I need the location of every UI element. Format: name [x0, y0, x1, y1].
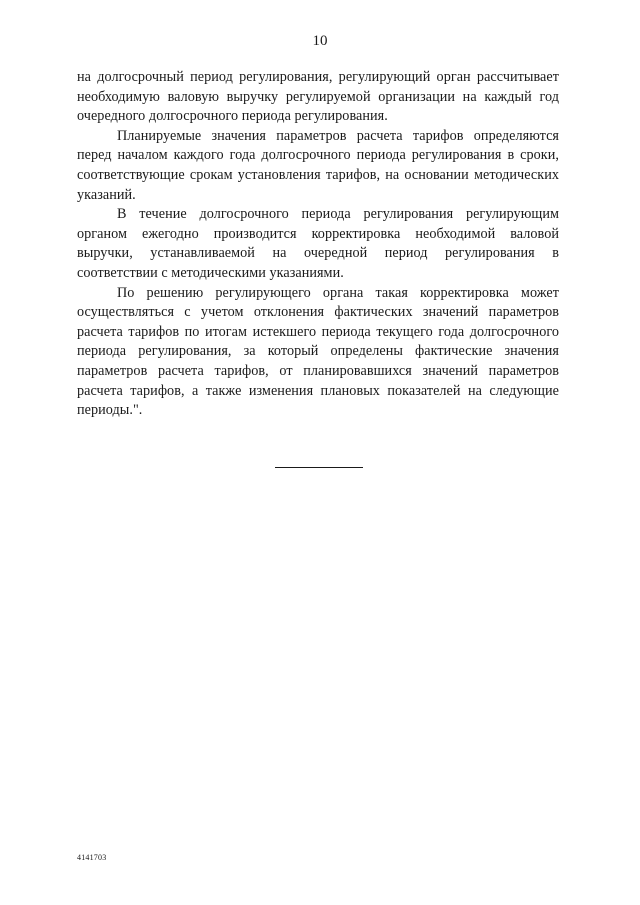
- paragraph-adjustment-decision: По решению регулирующего органа такая корректировка может осуществляться с учетом отклонения фактических значений параметров расчета тарифов по итогам истекшего периода текущего года долгосрочного периода регулирования, за который определены фактические значения параметров расчета тарифов, от планировавшихся значений параметров расчета тарифов, а также изменения плановых показателей на следующие периоды.".: [77, 284, 559, 419]
- paragraph-continuation: на долгосрочный период регулирования, регулирующий орган рассчитывает необходимую валовую выручку регулируемой организации на каждый год очередного долгосрочного периода регулирования.: [77, 69, 559, 125]
- document-code: 4141703: [77, 853, 107, 862]
- page-number: 10: [312, 33, 328, 49]
- paragraph-annual-adjustment: В течение долгосрочного периода регулирования регулирующим органом ежегодно производится корректировка необходимой валовой выручки, устанавливаемой на очередной период регулирования в соответствии с методическими указаниями.: [77, 206, 559, 281]
- document-body: [77, 68, 559, 421]
- end-separator-line: [275, 467, 363, 468]
- paragraph-planned-values: Планируемые значения параметров расчета тарифов определяются перед началом каждого года долгосрочного периода регулирования в сроки, соответствующие срокам установления тарифов, на основании методических указаний.: [77, 127, 559, 203]
